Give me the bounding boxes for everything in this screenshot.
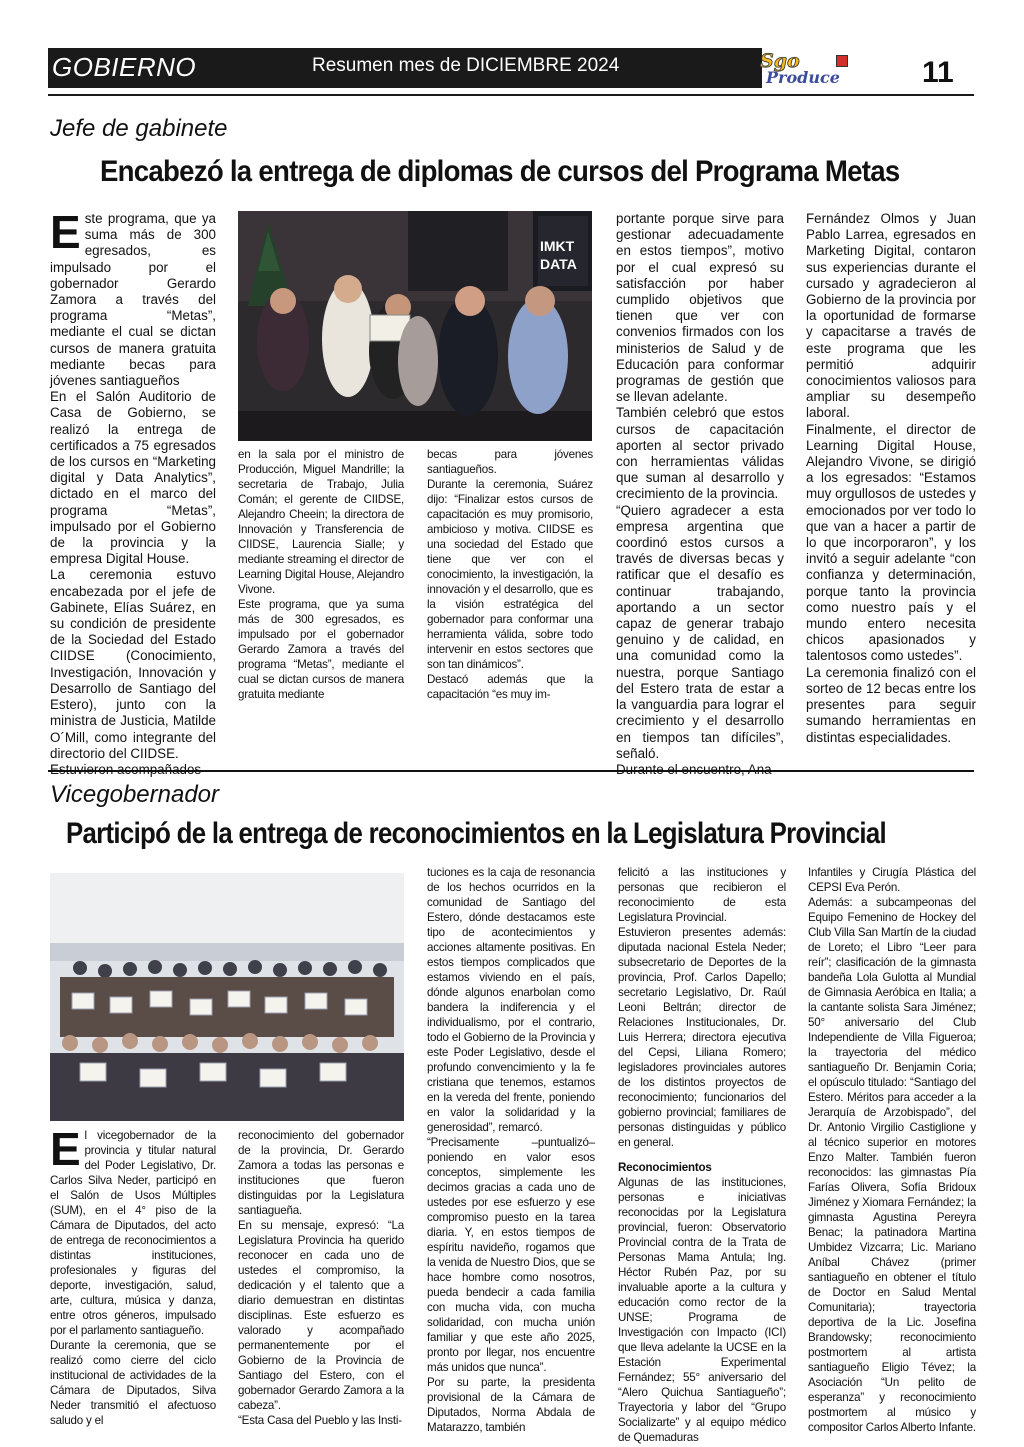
article2-text-col4b: Algunas de las instituciones, personas e iniciativas reconocidas por la Legislatura provincial, fueron: Observatorio Provincial contra de la Trata de Personas Mama Antula; Ing. Héctor Rubén Paz, por su invaluable aporte a la cultura y educación como rector de la UNSE; Programa de Investigación con Impacto (ICI) que lleva adelante la UCSE en la Estación Experimental Fernández; 55° aniversario del “Alero Quichua Santiagueño”; Trayectoria y labor del “Grupo Socializarte” y al equipo médico de Quemaduras xyxy=(618,1176,786,1444)
publication-logo xyxy=(758,50,900,88)
article2-subheading: Reconocimientos xyxy=(618,1161,712,1174)
article1-column-1 xyxy=(50,206,216,761)
article1-column-5 xyxy=(806,211,976,766)
article2-photo xyxy=(50,873,404,1121)
logo-line-1: Sgo xyxy=(760,50,800,72)
article1-photo xyxy=(238,211,592,441)
article2-text-col3: tuciones es la caja de resonancia de los hechos ocurridos en la comunidad de Santiago del Estero, dónde destacamos este tipo de acontecimientos y acciones altamente positivas. En estos tiempos complicados que estamos viviendo en el país, dónde algunos enarbolan como bandera la indiferencia y el individualismo, por el contrario, todo el Gobierno de la Provincia y este Poder Legislativo, desde el profundo convencimiento y la fe cristiana que tenemos, estamos en la vereda del frente, poniendo en valor la solidaridad y la generosidad”, remarcó. “Precisamente –puntualizó– poniendo en valor esos conceptos, simplemente les decimos gracias a cada uno de ustedes por ese esfuerzo y ese compromiso puesto en la tarea diaria. Y, en estos tiempos de espíritu navideño, rogamos que la venida de Nuestro Dios, que se hace hombre como nosotros, pueda bendecir a cada familia con mucha vida, con mucha solidaridad, con mucha unión familiar y que este año 2025, pronto por llegar, nos encuentre más unidos que nunca”. Por su parte, la presidenta provisional de la Cámara de Diputados, Norma Abdala de Matarazzo, también xyxy=(427,866,595,1434)
article1-text-col3: becas para jóvenes santiagueños. Durante la ceremonia, Suárez dijo: “Finalizar estos cursos de capacitación es muy promisorio, ambicioso y motiva. CIIDSE es una sociedad del Estado que tiene que ver con el conocimiento, la investigación, la innovación y el desarrollo, que es la visión estratégica del gobernador para conformar una herramienta válida, sobre todo intervenir en estos sectores que son tan dinámicos”. Destacó además que la capacitación “es muy im- xyxy=(427,448,593,701)
article2-kicker: Vicegobernador xyxy=(50,781,220,808)
article1-dropcap: E xyxy=(50,206,81,258)
section-divider xyxy=(48,770,974,772)
logo-line-2: Produce xyxy=(766,68,840,87)
article1-text-col1: ste programa, que ya suma más de 300 egresados, es impulsado por el gobernador Gerardo Zamora a través del programa “Metas”, mediante el cual se dictan cursos de manera gratuita mediante becas para jóvenes santiagueños En el Salón Auditorio de Casa de Gobierno, se realizó la entrega de certificados a 75 egresados de los cursos en “Marketing digital y Data Analytics”, dictado en el marco del programa “Metas”, impulsado por el Gobierno de la provincia y la empresa Digital House. La ceremonia estuvo encabezada por el jefe de Gabinete, Elías Suárez, en su condición de presidente de la Sociedad del Estado CIIDSE (Conocimiento, Investigación, Innovación y Desarrollo de Santiago del Estero), junto con la ministra de Justicia, Matilde O´Mill, como integrante del directorio del CIIDSE. xyxy=(50,211,216,761)
article1-column-3 xyxy=(427,447,593,752)
article1-kicker: Jefe de gabinete xyxy=(50,115,228,142)
issue-summary: Resumen mes de DICIEMBRE 2024 xyxy=(312,55,620,76)
screen-text-1: IMKT xyxy=(540,238,575,254)
article2-text-col2: reconocimiento del gobernador de la provincia, Dr. Gerardo Zamora a todas las personas e instituciones que fueron distinguidas por la Legislatura santiagueña. En su mensaje, expresó: “La Legislatura Provincia ha querido reconocer en cada uno de ustedes el compromiso, la dedicación y el talento que a diario demuestran en distintas disciplinas. Este esfuerzo es valorado y acompañado permanentemente por el Gobierno de la Provincia de Santiago del Estero, con el gobernador Gerardo Zamora a la cabeza”. “Esta Casa del Pueblo y las Insti- xyxy=(238,1129,404,1427)
article2-column-5 xyxy=(808,865,976,1434)
article1-headline: Encabezó la entrega de diplomas de cursos del Programa Metas xyxy=(100,155,900,188)
article1-column-4 xyxy=(616,211,784,761)
flag-icon xyxy=(836,55,848,67)
article2-column-4 xyxy=(618,865,786,1444)
header-rule xyxy=(48,94,974,96)
article1-text-col5: Fernández Olmos y Juan Pablo Larrea, egresados en Marketing Digital, contaron sus experiencias durante el cursado y agradecieron al Gobierno de la provincia por la oportunidad de formarse y capacitarse a través de este programa que les permitió adquirir conocimientos valiosos para ampliar su desempeño laboral. Finalmente, el director de Learning Digital House, Alejandro Vivone, se dirigió a los egresados: “Estamos muy orgullosos de ustedes y emocionados por ver todo lo que van a hacer a partir de lo que incorporaron”, y los invitó a seguir adelante “con confianza y determinación, porque tanto la provincia como nuestro país y el mundo entero necesita chicos apasionados y talentosos como ustedes”. La ceremonia finalizó con el sorteo de 12 becas entre los presentes para seguir sumando herramientas en distintas especialidades. xyxy=(806,211,976,745)
article2-column-2 xyxy=(238,1128,404,1427)
article2-column-3 xyxy=(427,865,595,1434)
article1-text-col2: en la sala por el ministro de Producción, Miguel Mandrille; la secretaria de Trabajo, Julia Comán; el gerente de CIIDSE, Alejandro Cheein; la directora de Innovación y Transferencia de CIIDSE, Laurencia Sialle; y mediante streaming el director de Learning Digital House, Alejandro Vivone. Este programa, que ya suma más de 300 egresados, es impulsado por el gobernador Gerardo Zamora a través del programa “Metas”, mediante el cual se dictan cursos de manera gratuita mediante xyxy=(238,448,404,701)
section-label: GOBIERNO xyxy=(52,52,197,82)
article2-dropcap: E xyxy=(50,1123,81,1175)
article2-text-col5: Infantiles y Cirugía Plástica del CEPSI Eva Perón. Además: a subcampeonas del Equipo Femenino de Hockey del Club Villa San Martín de la ciudad de Loreto; el Libro “Leer para reír”; clasificación de la gimnasta bandeña Lola Gulotta al Mundial de Gimnasia Aeróbica en Italia; a la cantante solista Sara Jiménez; 50° aniversario del Club Independiente de Villa Figueroa; la trayectoria del médico santiagueño Dr. Benjamin Coria; el opúsculo titulado: “Santiago del Estero. Méritos para acceder a la Jerarquía de Arzobispado”, del Dr. Antonio Virgilio Castiglione y al técnico superior en motores Enzo Malter. También fueron reconocidos: las gimnastas Pía Farías Olivera, Sofía Bridoux Jiménez y Xiomara Fernández; la gimnasta Agustina Pereyra Benac; la patinadora Martina Umbidez Vizcarra; Lic. Mariano Aníbal Chávez (primer santiagueño en obtener el título de Doctor en Salud Mental Comunitaria); trayectoria deportiva de la Lic. Josefina Brandowsky; reconocimiento postmortem al artista santiagueño Eligio Tévez; la Asociación “Un pelito de esperanza” y reconocimiento postmortem al músico y compositor Carlos Alberto Infante. xyxy=(808,866,976,1434)
article1-column-2 xyxy=(238,447,404,752)
article2-column-1 xyxy=(50,1123,216,1427)
page-number: 11 xyxy=(922,56,954,89)
article1-text-col4: portante porque sirve para gestionar adecuadamente en estos tiempos”, motivo por el cual expresó su satisfacción por haber cumplido objetivos que tienen que ver con convenios firmados con los ministerios de Salud y de Educación para conformar programas de gestión que se llevan adelante. También celebró que estos cursos de capacitación aporten al sector privado con herramientas válidas que suman al desarrollo y crecimiento de la provincia. “Quiero agradecer a esta empresa argentina que coordinó estos cursos a través de diversas becas y ratificar que el desafío es continuar trabajando, aportando a un sector capaz de generar trabajo genuino y de calidad, en una comunidad como la nuestra, porque Santiago del Estero trata de estar a la vanguardia para lograr el crecimiento y el desarrollo en tiempos tan difíciles”, señaló. xyxy=(616,211,784,761)
screen-text-2: DATA xyxy=(540,256,577,272)
article2-headline: Participó de la entrega de reconocimientos en la Legislatura Provincial xyxy=(66,817,887,850)
article2-text-col4a: felicitó a las instituciones y personas que recibieron el reconocimiento de esta Legislatura Provincial. Estuvieron presentes además: diputada nacional Estela Neder; subsecretario de Deportes de la provincia, Prof. Carlos Dapello; secretario Legislativo, Dr. Raúl Leoni Beltrán; director de Relaciones Institucionales, Dr. Luis Herrera; directora ejecutiva del Cepsi, Liliana Romero; legisladores provinciales autores de los distintos proyectos de reconocimiento; funcionarios del gobierno provincial; familiares de personas distinguidas y público en general. xyxy=(618,866,786,1149)
article2-text-col1: l vicegobernador de la provincia y titular natural del Poder Legislativo, Dr. Carlos Silva Neder, participó en el Salón de Usos Múltiples (SUM), en el 4° piso de la Cámara de Diputados, del acto de entrega de reconocimientos a distintas instituciones, profesionales y figuras del deporte, investigación, salud, arte, cultura, música y danza, entre otros géneros, impulsado por el parlamento santiagueño. Durante la ceremonia, que se realizó como cierre del ciclo institucional de actividades de la Cámara de Diputados, Silva Neder transmitió el afectuoso saludo y el xyxy=(50,1129,216,1427)
